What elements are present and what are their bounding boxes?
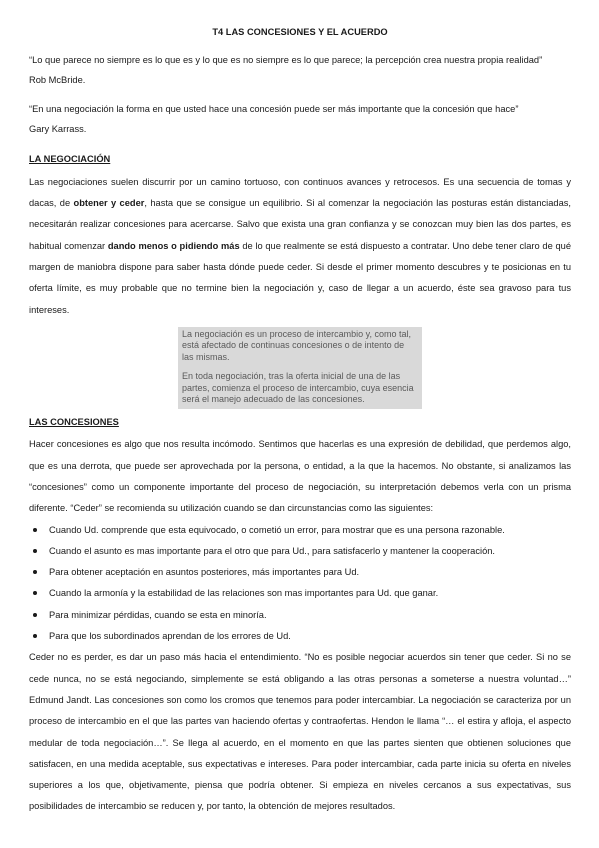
section-heading-negociacion: LA NEGOCIACIÓN (29, 154, 111, 165)
callout-text-1: La negociación es un proceso de intercambio y, como tal, está afectado de continuas concesiones o de intento de las mismas. (182, 328, 411, 362)
bullet-icon (33, 634, 37, 638)
quote-author-1: Rob McBride. (29, 74, 86, 85)
list-item-text: Para obtener aceptación en asuntos posteriores, más importantes para Ud. (49, 567, 360, 578)
list-item (29, 626, 571, 647)
paragraph-concesiones-intro: Hacer concesiones es algo que nos resulta incómodo. Sentimos que hacerlas es una expresión de debilidad, que perdemos algo, que es una derrota, que puede ser aprovechada por la persona, o entidad, a la que la hacemos. No obstante, si analizamos las “concesiones” como un componente importante del proceso de negociación, su interpretación debemos verla con un prisma diferente. “Ceder” se recomienda su utilización cuando se dan circunstancias como las siguientes: (29, 439, 571, 514)
list-item-text: Para que los subordinados aprendan de los errores de Ud. (49, 631, 291, 642)
list-item-text: Cuando la armonía y la estabilidad de las relaciones son mas importantes para Ud. que ganar. (49, 588, 439, 599)
list-item (29, 541, 571, 562)
list-item-text: Para minimizar pérdidas, cuando se esta en minoría. (49, 609, 267, 620)
bullet-list (29, 520, 571, 648)
paragraph-bold: dando menos o pidiendo más (107, 240, 240, 251)
bullet-icon (33, 549, 37, 553)
paragraph-negociacion (29, 172, 571, 321)
paragraph-bold: obtener y ceder (73, 198, 145, 209)
list-item-text: Cuando Ud. comprende que esta equivocado, o cometió un error, para mostrar que es una persona razonable. (49, 524, 505, 535)
list-item (29, 583, 571, 604)
quote-author-2: Gary Karrass. (29, 123, 87, 134)
list-item (29, 562, 571, 583)
bullet-icon (33, 591, 37, 595)
callout-text-2: En toda negociación, tras la oferta inicial de una de las partes, comienza el proceso de intercambio, cuya esencia será el manejo adecuado de las concesiones. (182, 371, 414, 405)
document-title: T4 LAS CONCESIONES Y EL ACUERDO (212, 27, 388, 37)
list-item (29, 520, 571, 541)
callout-box (178, 327, 422, 409)
bullet-icon (33, 613, 37, 617)
quote-text-1: “Lo que parece no siempre es lo que es y lo que es no siempre es lo que parece; la percepción crea nuestra propia realidad” (29, 55, 543, 66)
section-heading-concesiones: LAS CONCESIONES (29, 416, 119, 427)
bullet-icon (33, 570, 37, 574)
list-item-text: Cuando el asunto es mas importante para el otro que para Ud., para satisfacerlo y mantener la cooperación. (49, 545, 495, 556)
paragraph-text: Las negociaciones suelen discurrir por un camino tortuoso, con continuos avances y retrocesos. Es una secuencia de tomas y dacas, de (29, 176, 571, 209)
list-item (29, 605, 571, 626)
paragraph-text: , hasta que se consigue un equilibrio. Si al comenzar la negociación las posturas están distanciadas, necesitarán realizar concesiones para acercarse. Salvo que exista una gran confianza y se conozcan muy bien las dos partes, es habitual comenzar (29, 198, 571, 251)
paragraph-text: de lo que realmente se está dispuesto a contratar. Uno debe tener claro de qué margen de maniobra dispone para saber hasta dónde puede ceder. Si desde el primer momento descubres y te posicionas en tu oferta límite, es muy probable que no termine bien la negociación y, caso de llegar a un acuerdo, éste sea gravoso para tus intereses. (29, 240, 571, 315)
bullet-icon (33, 528, 37, 532)
quote-text-2: “En una negociación la forma en que usted hace una concesión puede ser más importante que la concesión que hace” (29, 104, 519, 115)
paragraph-concesiones-closing: Ceder no es perder, es dar un paso más hacia el entendimiento. “No es posible negociar acuerdos sin tener que ceder. Si no se cede nunca, no se está negociando, simplemente se está obligando a las otras personas a someterse a nuestra voluntad…” Edmund Jandt. Las concesiones son como los cromos que tenemos para poder intercambiar. La negociación se caracteriza por un proceso de intercambio en el que las partes van haciendo ofertas y contraofertas. Hendon le llama “… el estira y afloja, el aspecto medular de toda negociación…”. Se llega al acuerdo, en el momento en que las partes sienten que obtienen soluciones que satisfacen, en una medida aceptable, sus expectativas e intereses. Para poder intercambiar, cada parte inicia su oferta en niveles superiores a los que, objetivamente, piensa que podría obtener. Si empieza en niveles cercanos a sus expectativas, sus posibilidades de intercambio se reducen y, por tanto, la obtención de mejores resultados. (29, 652, 571, 812)
